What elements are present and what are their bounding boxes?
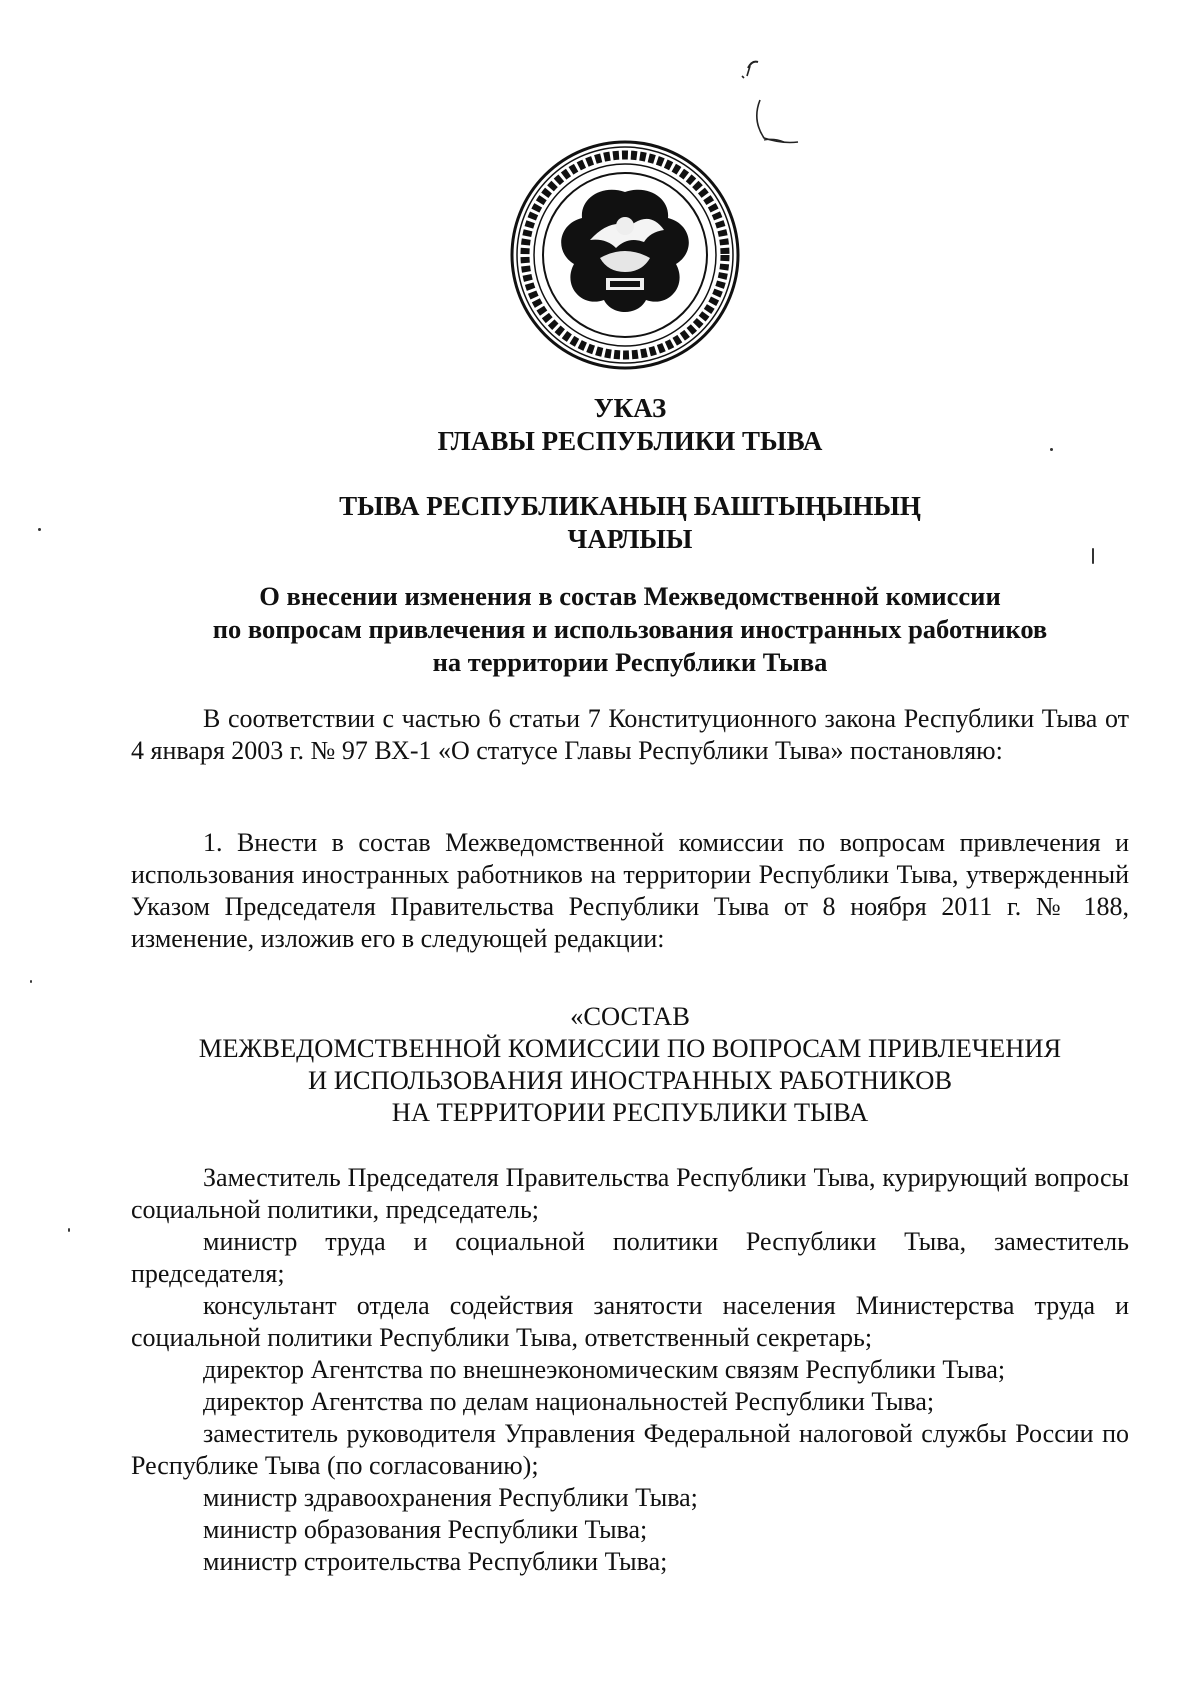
scan-speck [1050, 448, 1053, 451]
tuva-coat-of-arms-icon [510, 140, 740, 370]
composition-heading-line: МЕЖВЕДОМСТВЕННОЙ КОМИССИИ ПО ВОПРОСАМ ПРИВЛЕЧЕНИЯ [198, 1033, 1062, 1063]
list-item: министр строительства Республики Тыва; [203, 1547, 668, 1576]
composition-heading-line: И ИСПОЛЬЗОВАНИЯ ИНОСТРАННЫХ РАБОТНИКОВ [307, 1065, 953, 1095]
scan-speck [38, 528, 41, 531]
list-item: директор Агентства по делам национальностей Республики Тыва; [203, 1387, 935, 1416]
list-item: консультант отдела содействия занятости населения Министерства труда и социальной политики Республики Тыва, ответственный секретарь; [131, 1291, 1129, 1352]
decree-subject-line: на территории Республики Тыва [432, 647, 828, 677]
preamble-paragraph: В соответствии с частью 6 статьи 7 Конституционного закона Республики Тыва от 4 января 2003 г. № 97 ВХ-1 «О статусе Главы Республики Тыва» постановляю: [131, 704, 1129, 765]
decree-title-line: ТЫВА РЕСПУБЛИКАНЫҢ БАШТЫҢЫНЫҢ [339, 491, 921, 521]
composition-heading-line: «СОСТАВ [570, 1001, 690, 1031]
decree-title-line: ЧАРЛЫЫ [567, 524, 693, 554]
decree-title-tuvan [130, 490, 1130, 556]
scan-speck [1092, 548, 1094, 564]
clause-1-paragraph: 1. Внести в состав Межведомственной комиссии по вопросам привлечения и использования иностранных работников на территории Республики Тыва, утвержденный Указом Председателя Правительства Республики Тыва от 8 ноября 2011 г. № 188, изменение, изложив его в следующей редакции: [131, 828, 1129, 953]
list-item: министр труда и социальной политики Республики Тыва, заместитель председателя; [131, 1227, 1129, 1288]
list-item: министр здравоохранения Республики Тыва; [203, 1483, 698, 1512]
list-item: министр образования Республики Тыва; [203, 1515, 648, 1544]
decree-subject-line: О внесении изменения в состав Межведомственной комиссии [259, 581, 1001, 611]
list-item: директор Агентства по внешнеэкономическим связям Республики Тыва; [203, 1355, 1006, 1384]
decree-title-line: УКАЗ [593, 393, 667, 423]
composition-heading [130, 1000, 1130, 1128]
scan-speck [30, 980, 32, 983]
decree-title [130, 392, 1130, 458]
decree-title-line: ГЛАВЫ РЕСПУБЛИКИ ТЫВА [437, 426, 823, 456]
composition-heading-line: НА ТЕРРИТОРИИ РЕСПУБЛИКИ ТЫВА [391, 1097, 869, 1127]
commission-members-list [131, 1162, 1129, 1578]
decree-subject [130, 580, 1130, 679]
list-item: заместитель руководителя Управления Федеральной налоговой службы России по Республике Тыва (по согласованию); [131, 1419, 1129, 1480]
decree-subject-line: по вопросам привлечения и использования иностранных работников [212, 614, 1048, 644]
scan-speck [68, 1228, 70, 1232]
list-item: Заместитель Председателя Правительства Республики Тыва, курирующий вопросы социальной политики, председатель; [131, 1163, 1129, 1224]
